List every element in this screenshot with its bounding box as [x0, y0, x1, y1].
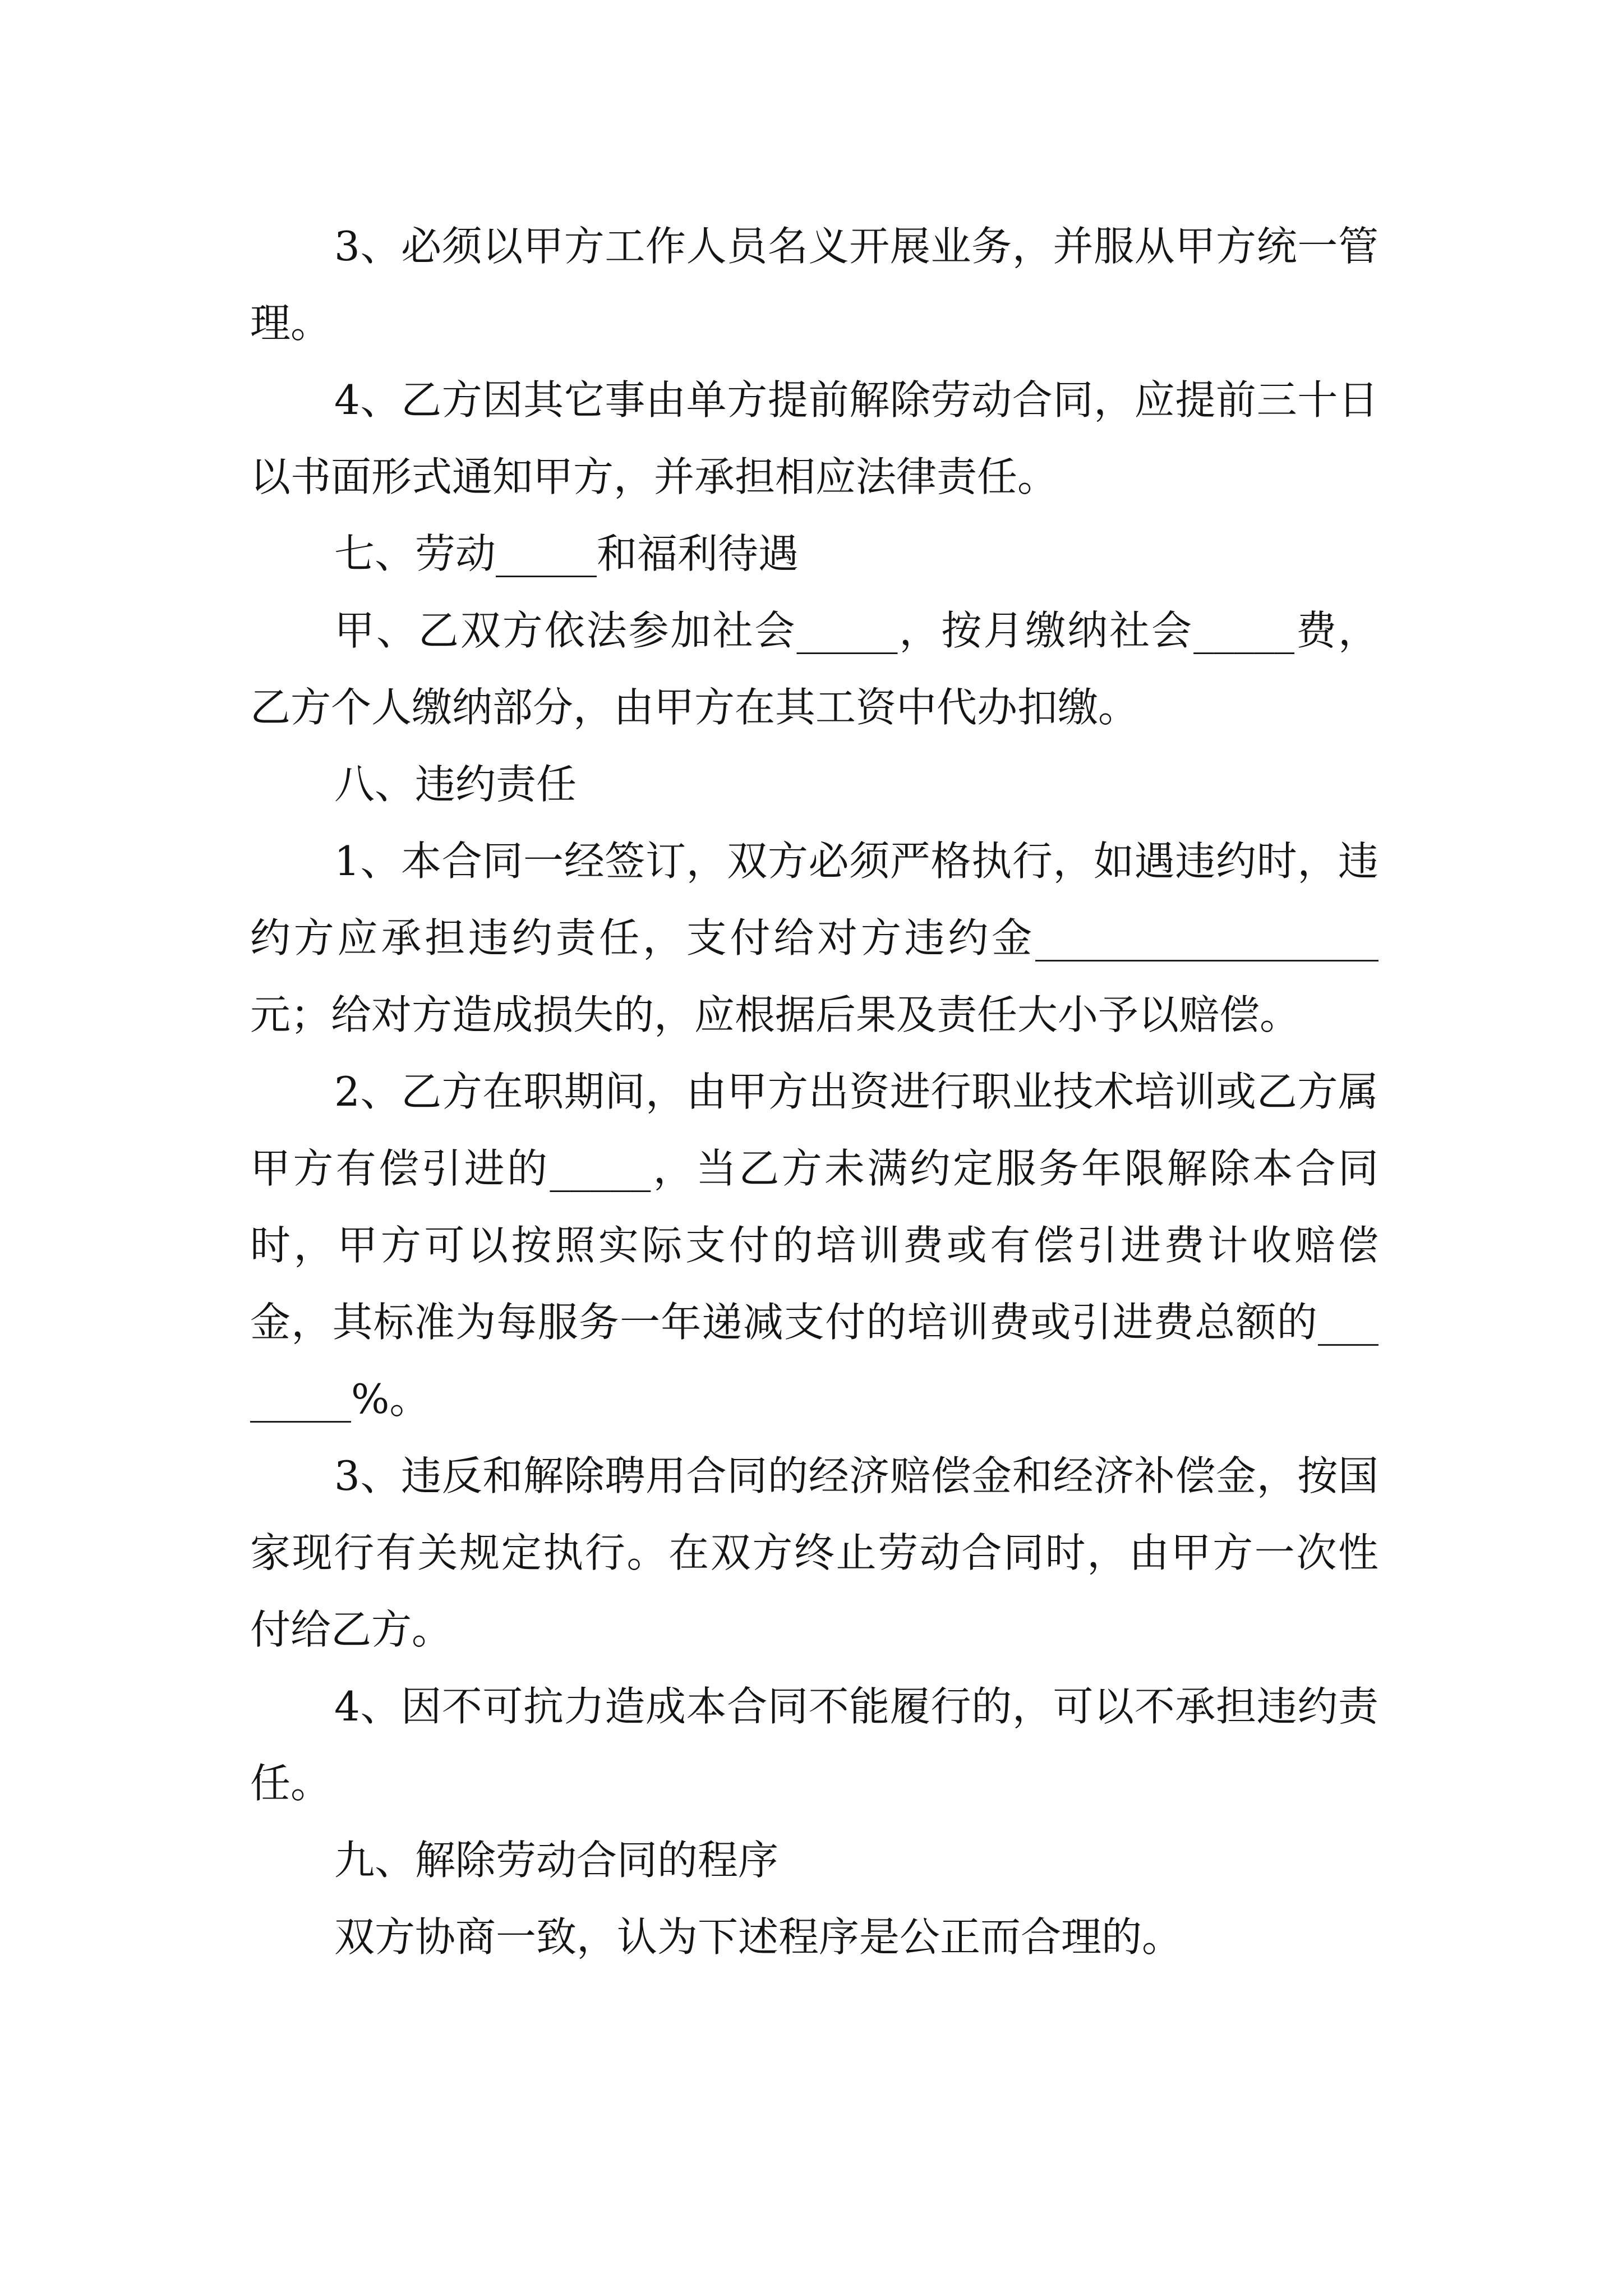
- breach-clause-2: 2、乙方在职期间，由甲方出资进行职业技术培训或乙方属甲方有偿引进的_____，当乙方未满约定服务年限解除本合同时，甲方可以按照实际支付的培训费或有偿引进费计收赔偿金，其标准为每服务一年递减支付的培训费或引进费总额的________%。: [250, 1068, 1378, 1423]
- procedure-paragraph: 双方协商一致，认为下述程序是公正而合理的。: [334, 1913, 1183, 1961]
- breach-clause-3: 3、违反和解除聘用合同的经济赔偿金和经济补偿金，按国家现行有关规定执行。在双方终止劳动合同时，由甲方一次性付给乙方。: [250, 1452, 1378, 1653]
- breach-clause-4: 4、因不可抗力造成本合同不能履行的，可以不承担违约责任。: [250, 1683, 1378, 1807]
- section-9-heading: 九、解除劳动合同的程序: [334, 1837, 779, 1884]
- section-7-heading: 七、劳动_____和福利待遇: [334, 530, 799, 577]
- social-insurance-paragraph: 甲、乙双方依法参加社会_____，按月缴纳社会_____费，乙方个人缴纳部分，由甲方在其工资中代办扣缴。: [250, 607, 1378, 731]
- section-8-heading: 八、违约责任: [334, 761, 577, 808]
- clause-3-work-in-name: 3、必须以甲方工作人员名义开展业务，并服从甲方统一管理。: [250, 223, 1378, 347]
- clause-4-resignation-notice: 4、乙方因其它事由单方提前解除劳动合同，应提前三十日以书面形式通知甲方，并承担相应法律责任。: [250, 376, 1378, 500]
- document-page: [250, 208, 1378, 1976]
- breach-clause-1: 1、本合同一经签订，双方必须严格执行，如遇违约时，违约方应承担违约责任，支付给对方违约金_________________元；给对方造成损失的，应根据后果及责任大小予以赔偿。: [250, 838, 1378, 1038]
